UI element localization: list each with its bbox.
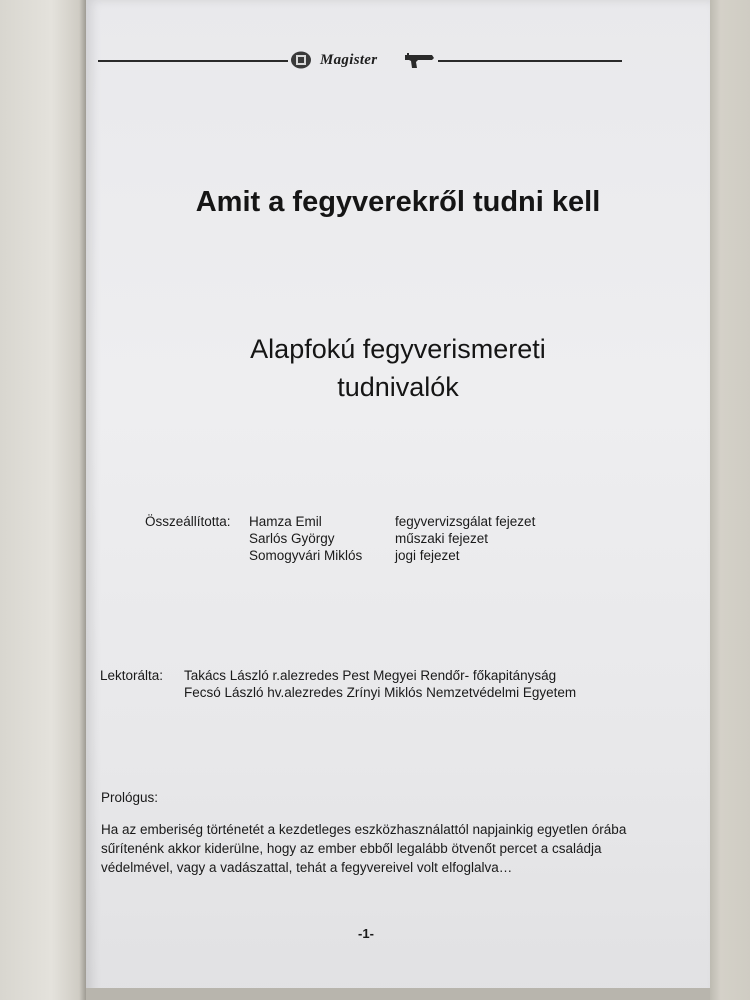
subtitle-line-2: tudnivalók — [337, 372, 459, 402]
author-chapter: jogi fejezet — [395, 548, 460, 563]
prologue-label: Prológus: — [101, 790, 159, 805]
document-title: Amit a fegyverekről tudni kell — [195, 186, 601, 218]
document-page — [86, 0, 710, 1000]
page-bottom-edge — [86, 988, 710, 1000]
subtitle-line-1: Alapfokú fegyverismereti — [250, 334, 546, 364]
prologue-text: Ha az emberiség történetét a kezdetleges eszközhasználattól napjainkig egyetlen órába sűrítenénk akkor kiderülne, hogy az ember ebből legalább ötvenőt percet a családja védelmével, vagy a vadászattal, tehát a fegyvereivel volt elfoglalva… — [101, 822, 627, 875]
compiled-by-label: Összeállította: — [145, 514, 231, 529]
facing-page — [0, 0, 86, 1000]
author-name: Sarlós György — [249, 531, 335, 546]
document-subtitle — [86, 330, 710, 406]
page-number: -1- — [358, 926, 374, 941]
author-chapter: fegyvervizsgálat fejezet — [395, 514, 536, 529]
reviewer-line: Fecsó László hv.alezredes Zrínyi Miklós Nemzetvédelmi Egyetem — [184, 685, 577, 700]
badge-icon — [290, 50, 312, 70]
page-edge-background — [708, 0, 750, 1000]
reviewer-line: Takács László r.alezredes Pest Megyei Rendőr- főkapitányság — [184, 668, 557, 683]
pistol-icon — [404, 52, 436, 70]
page-header — [98, 48, 698, 74]
author-name: Somogyvári Miklós — [249, 548, 363, 563]
header-rule-left — [98, 60, 288, 62]
author-chapter: műszaki fejezet — [395, 531, 489, 546]
header-rule-right — [438, 60, 622, 62]
magister-logo: Magister — [320, 52, 378, 68]
author-name: Hamza Emil — [249, 514, 322, 529]
reviewed-by-label: Lektorálta: — [100, 668, 164, 683]
